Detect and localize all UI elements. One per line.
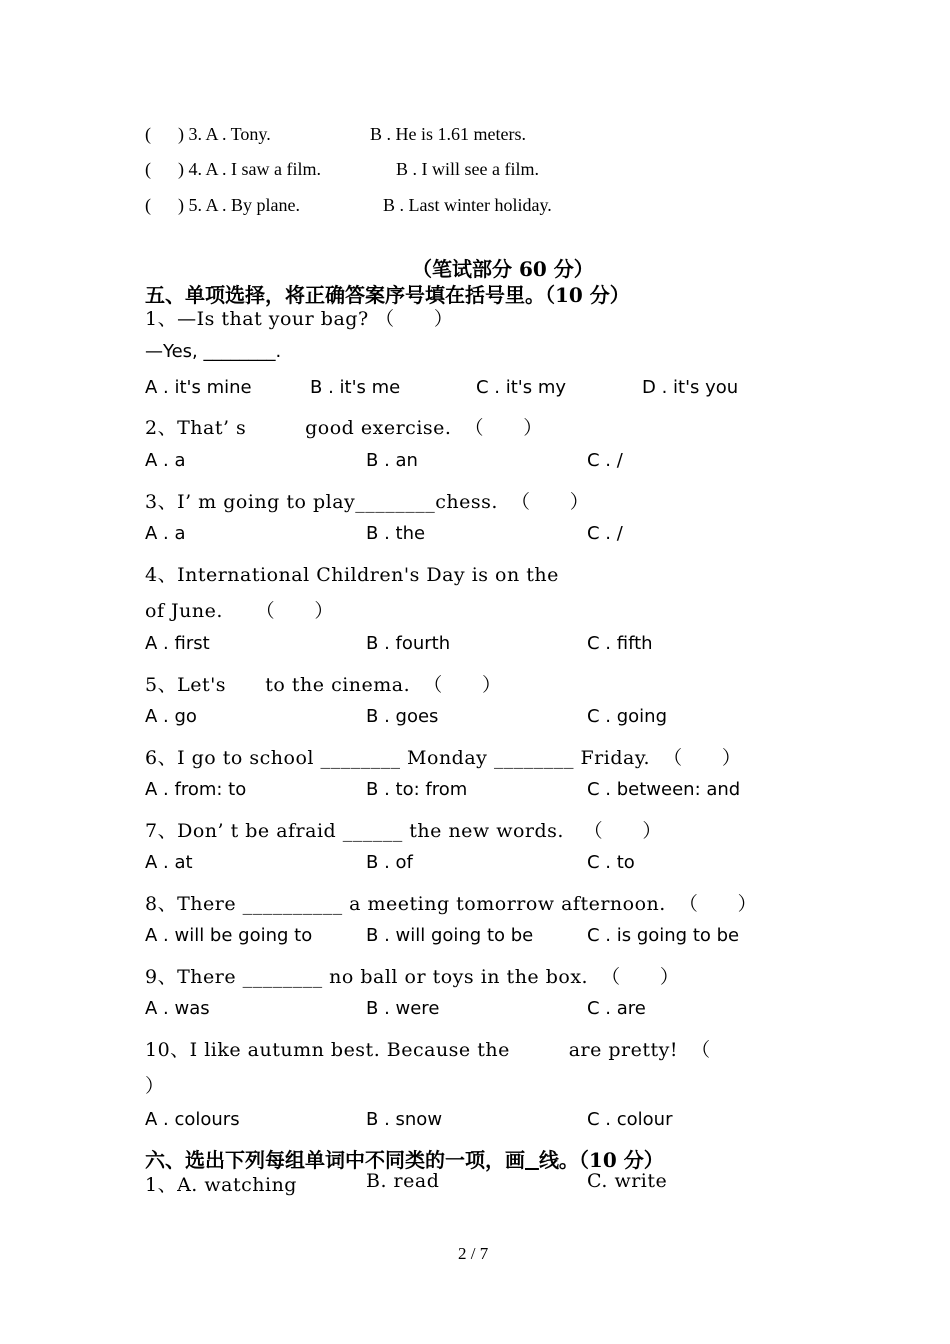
section-6-question-1-option-c: C. write [587, 1170, 668, 1192]
question-1-option-b: B . it's me [310, 377, 401, 398]
listening-item-4: ) 4. A . I saw a film. [178, 159, 321, 179]
question-7-option-c: C . to [587, 852, 635, 873]
question-3-option-a: A . a [145, 523, 186, 544]
question-10-option-a: A . colours [145, 1109, 240, 1130]
question-5-option-c: C . going [587, 706, 668, 727]
question-7-option-b: B . of [366, 852, 413, 873]
question-3-option-b: B . the [366, 523, 426, 544]
page-number: 2 / 7 [458, 1244, 489, 1263]
question-4-option-a: A . first [145, 633, 210, 654]
question-5-stem: 5、Let's to the cinema. （ ） [145, 674, 502, 696]
question-8-option-b: B . will going to be [366, 925, 534, 946]
listening-item-3: ) 3. A . Tony. [178, 124, 271, 144]
question-1-option-d: D . it's you [642, 377, 739, 398]
question-4-option-b: B . fourth [366, 633, 451, 654]
question-6-option-c: C . between: and [587, 779, 741, 800]
question-3-stem: 3、I’ m going to play________chess. （ ） [145, 491, 590, 513]
question-10-stem: 10、I like autumn best. Because the are pretty! （ [145, 1039, 711, 1061]
question-2-option-c: C . / [587, 450, 623, 471]
section-6-title [145, 1144, 664, 1173]
question-7-stem: 7、Don’ t be afraid ______ the new words. （ ） [145, 820, 662, 842]
question-10-option-b: B . snow [366, 1109, 443, 1130]
question-9-stem: 9、There ________ no ball or toys in the box. （ ） [145, 966, 680, 988]
question-9-option-b: B . were [366, 998, 440, 1019]
section-5-title: 五、单项选择，将正确答案序号填在括号里。（10 分） [145, 283, 630, 307]
question-6-option-b: B . to: from [366, 779, 468, 800]
listening-item-3-b: B . He is 1.61 meters. [370, 124, 526, 144]
question-9-option-a: A . was [145, 998, 210, 1019]
question-2-stem: 2、That’ s good exercise. （ ） [145, 417, 543, 439]
question-4-stem: 4、International Children's Day is on the [145, 564, 559, 586]
question-6-option-a: A . from: to [145, 779, 247, 800]
question-10-line2: ） [145, 1075, 165, 1097]
question-1-option-a: A . it's mine [145, 377, 252, 398]
question-10-option-c: C . colour [587, 1109, 673, 1130]
listening-item-4-b: B . I will see a film. [396, 159, 539, 179]
section-6-question-1-option-b: B. read [366, 1170, 440, 1192]
section-6-question-1: 1、A. watching [145, 1174, 297, 1196]
question-1-line2: —Yes, ________. [145, 341, 282, 362]
question-4-option-c: C . fifth [587, 633, 653, 654]
question-3-option-c: C . / [587, 523, 623, 544]
question-7-option-a: A . at [145, 852, 193, 873]
question-6-stem: 6、I go to school ________ Monday ________ Friday. （ ） [145, 747, 742, 769]
listening-item-5: ) 5. A . By plane. [178, 195, 300, 215]
question-5-option-a: A . go [145, 706, 197, 727]
question-5-option-b: B . goes [366, 706, 439, 727]
listening-paren: ( [145, 124, 151, 144]
question-2-option-b: B . an [366, 450, 418, 471]
listening-item-5-b: B . Last winter holiday. [383, 195, 552, 215]
question-8-stem: 8、There __________ a meeting tomorrow afternoon. （ ） [145, 893, 758, 915]
question-4-line2: of June. （ ） [145, 600, 334, 622]
question-8-option-a: A . will be going to [145, 925, 313, 946]
listening-paren: ( [145, 159, 151, 179]
question-9-option-c: C . are [587, 998, 646, 1019]
question-8-option-c: C . is going to be [587, 925, 740, 946]
section-6-title-post: 线。（10 分） [538, 1148, 664, 1172]
question-2-option-a: A . a [145, 450, 186, 471]
written-part-title: （笔试部分 60 分） [412, 257, 594, 281]
question-1-stem: 1、—Is that your bag? （ ） [145, 308, 454, 330]
section-6-title-blank [525, 1148, 539, 1172]
section-6-title-pre: 六、选出下列每组单词中不同类的一项，画 [145, 1148, 525, 1172]
listening-paren: ( [145, 195, 151, 215]
question-1-option-c: C . it's my [476, 377, 567, 398]
